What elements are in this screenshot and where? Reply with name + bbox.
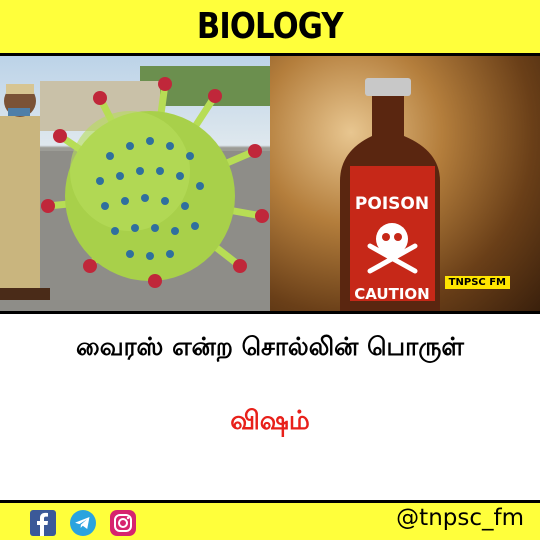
header-bar bbox=[0, 0, 540, 56]
telegram-icon[interactable] bbox=[70, 510, 96, 536]
caution-label-text: CAUTION bbox=[354, 285, 430, 303]
facebook-icon[interactable] bbox=[30, 510, 56, 536]
virus-illustration bbox=[0, 56, 270, 311]
question-text: வைரஸ் என்ற சொல்லின் பொருள் bbox=[76, 332, 464, 361]
poison-bottle-illustration bbox=[270, 56, 540, 311]
answer-text: விஷம் bbox=[230, 406, 310, 436]
image-row bbox=[0, 56, 540, 314]
poison-bottle-photo bbox=[270, 56, 540, 311]
social-links bbox=[30, 510, 136, 536]
instagram-icon[interactable] bbox=[110, 510, 136, 536]
page-title: BIOLOGY bbox=[197, 6, 343, 47]
watermark-badge: TNPSC FM bbox=[445, 276, 510, 289]
footer-bar bbox=[0, 500, 540, 540]
social-handle[interactable]: @tnpsc_fm bbox=[396, 505, 524, 531]
virus-model-photo bbox=[0, 56, 270, 311]
poison-label-text: POISON bbox=[354, 194, 430, 214]
